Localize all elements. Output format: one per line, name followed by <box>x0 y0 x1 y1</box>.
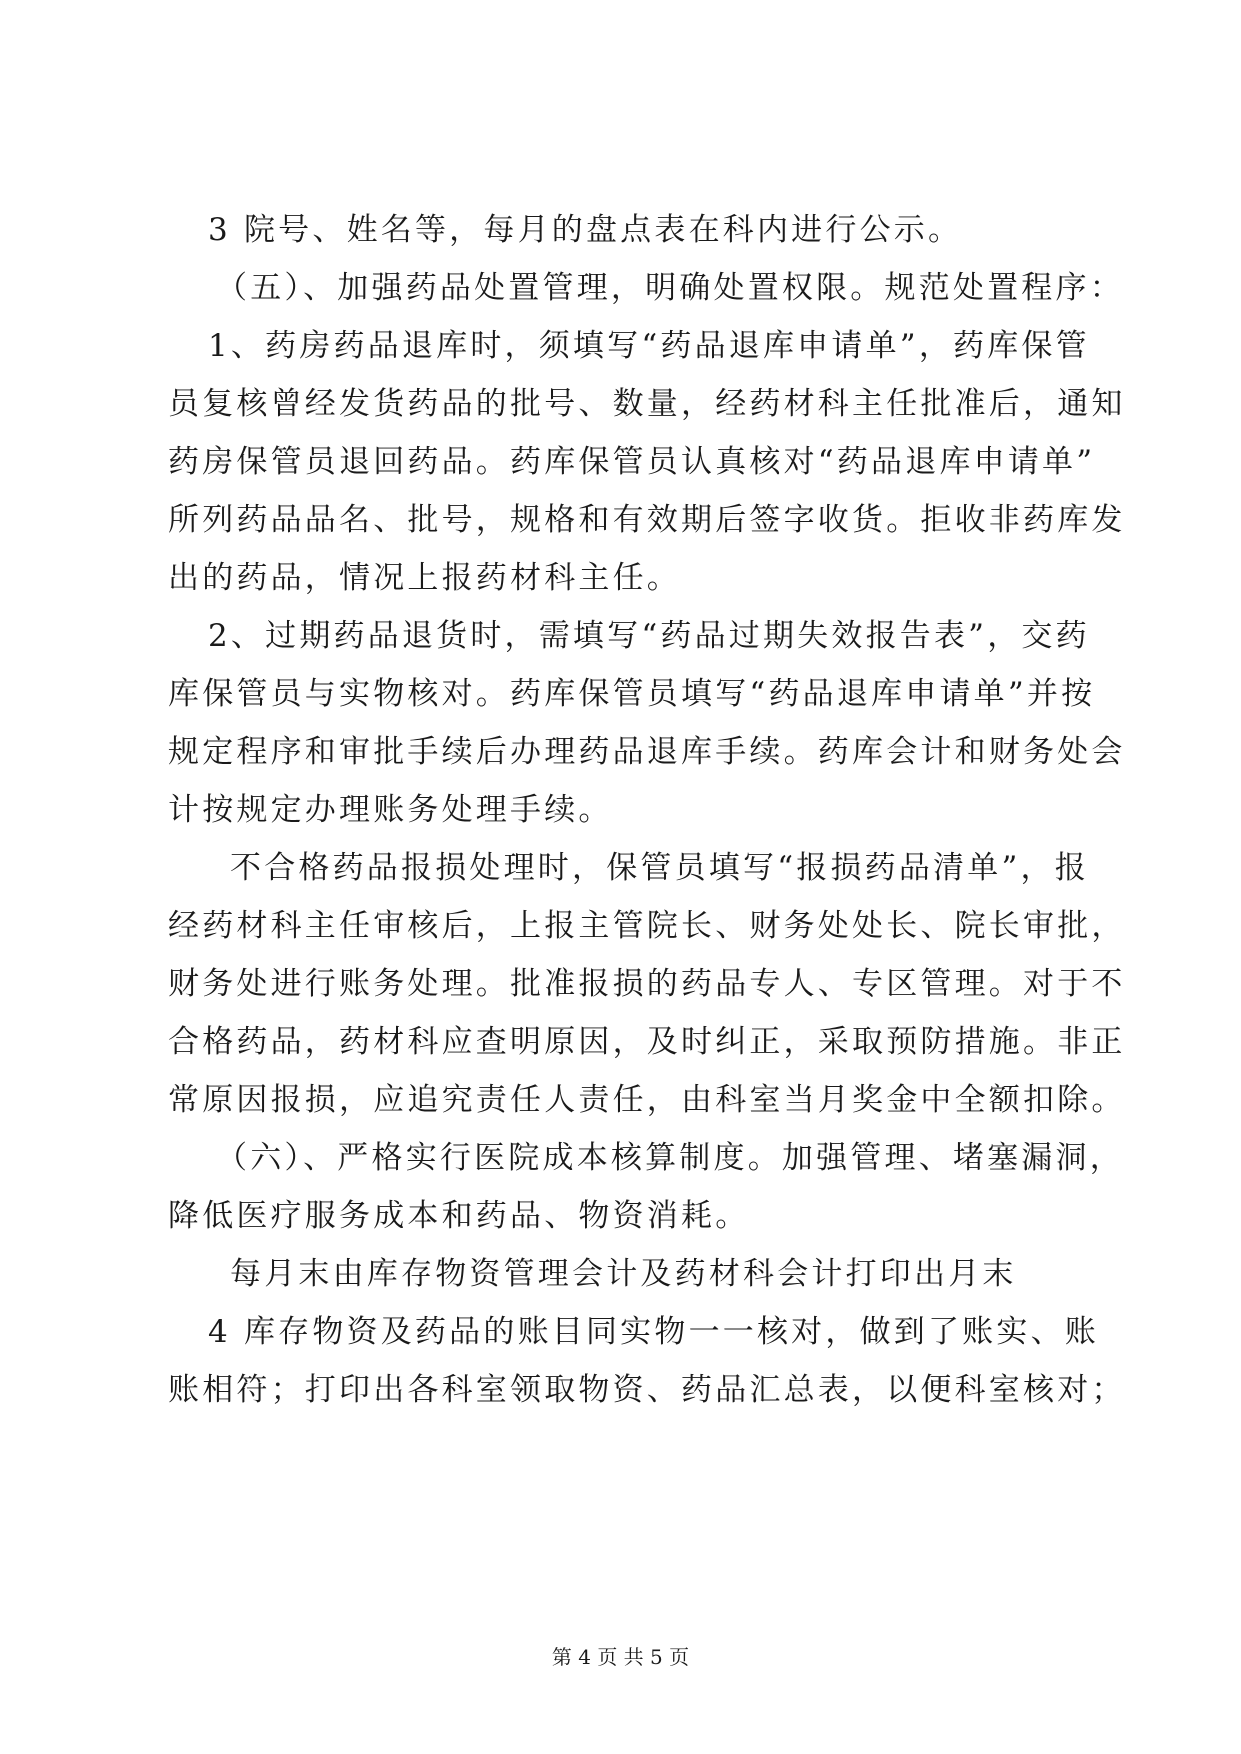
text-line: 降低医疗服务成本和药品、物资消耗。 <box>168 1198 750 1234</box>
text-line: 计按规定办理账务处理手续。 <box>168 792 613 828</box>
section-heading: （六）、严格实行医院成本核算制度。加强管理、堵塞漏洞， <box>216 1140 1124 1176</box>
text-line: 财务处进行账务处理。批准报损的药品专人、专区管理。对于不 <box>168 966 1126 1002</box>
text-line: 经药材科主任审核后，上报主管院长、财务处处长、院长审批， <box>168 908 1126 944</box>
section-heading: （五）、加强药品处置管理，明确处置权限。规范处置程序： <box>216 270 1124 306</box>
text-line: 4 库存物资及药品的账目同实物一一核对，做到了账实、账 <box>208 1314 1099 1350</box>
text-line: 规定程序和审批手续后办理药品退库手续。药库会计和财务处会 <box>168 734 1126 770</box>
text-line: 1、药房药品退库时，须填写“药品退库申请单”，药库保管 <box>208 328 1090 364</box>
text-line: 常原因报损，应追究责任人责任，由科室当月奖金中全额扣除。 <box>168 1082 1126 1118</box>
text-line: 库保管员与实物核对。药库保管员填写“药品退库申请单”并按 <box>168 676 1096 712</box>
text-line: 不合格药品报损处理时，保管员填写“报损药品清单”，报 <box>230 850 1089 886</box>
text-line: 出的药品，情况上报药材科主任。 <box>168 560 681 596</box>
text-line: 2、过期药品退货时，需填写“药品过期失效报告表”，交药 <box>208 618 1090 654</box>
page-number-footer: 第 4 页 共 5 页 <box>551 1645 690 1669</box>
text-line: 所列药品品名、批号，规格和有效期后签字收货。拒收非药库发 <box>168 502 1126 538</box>
text-line: 药房保管员退回药品。药库保管员认真核对“药品退库申请单” <box>168 444 1096 480</box>
text-line: 员复核曾经发货药品的批号、数量，经药材科主任批准后，通知 <box>168 386 1126 422</box>
text-line: 账相符；打印出各科室领取物资、药品汇总表，以便科室核对； <box>168 1372 1126 1408</box>
text-line: 3 院号、姓名等，每月的盘点表在科内进行公示。 <box>208 212 963 248</box>
text-line: 每月末由库存物资管理会计及药材科会计打印出月末 <box>230 1256 1017 1292</box>
text-line: 合格药品，药材科应查明原因，及时纠正，采取预防措施。非正 <box>168 1024 1126 1060</box>
